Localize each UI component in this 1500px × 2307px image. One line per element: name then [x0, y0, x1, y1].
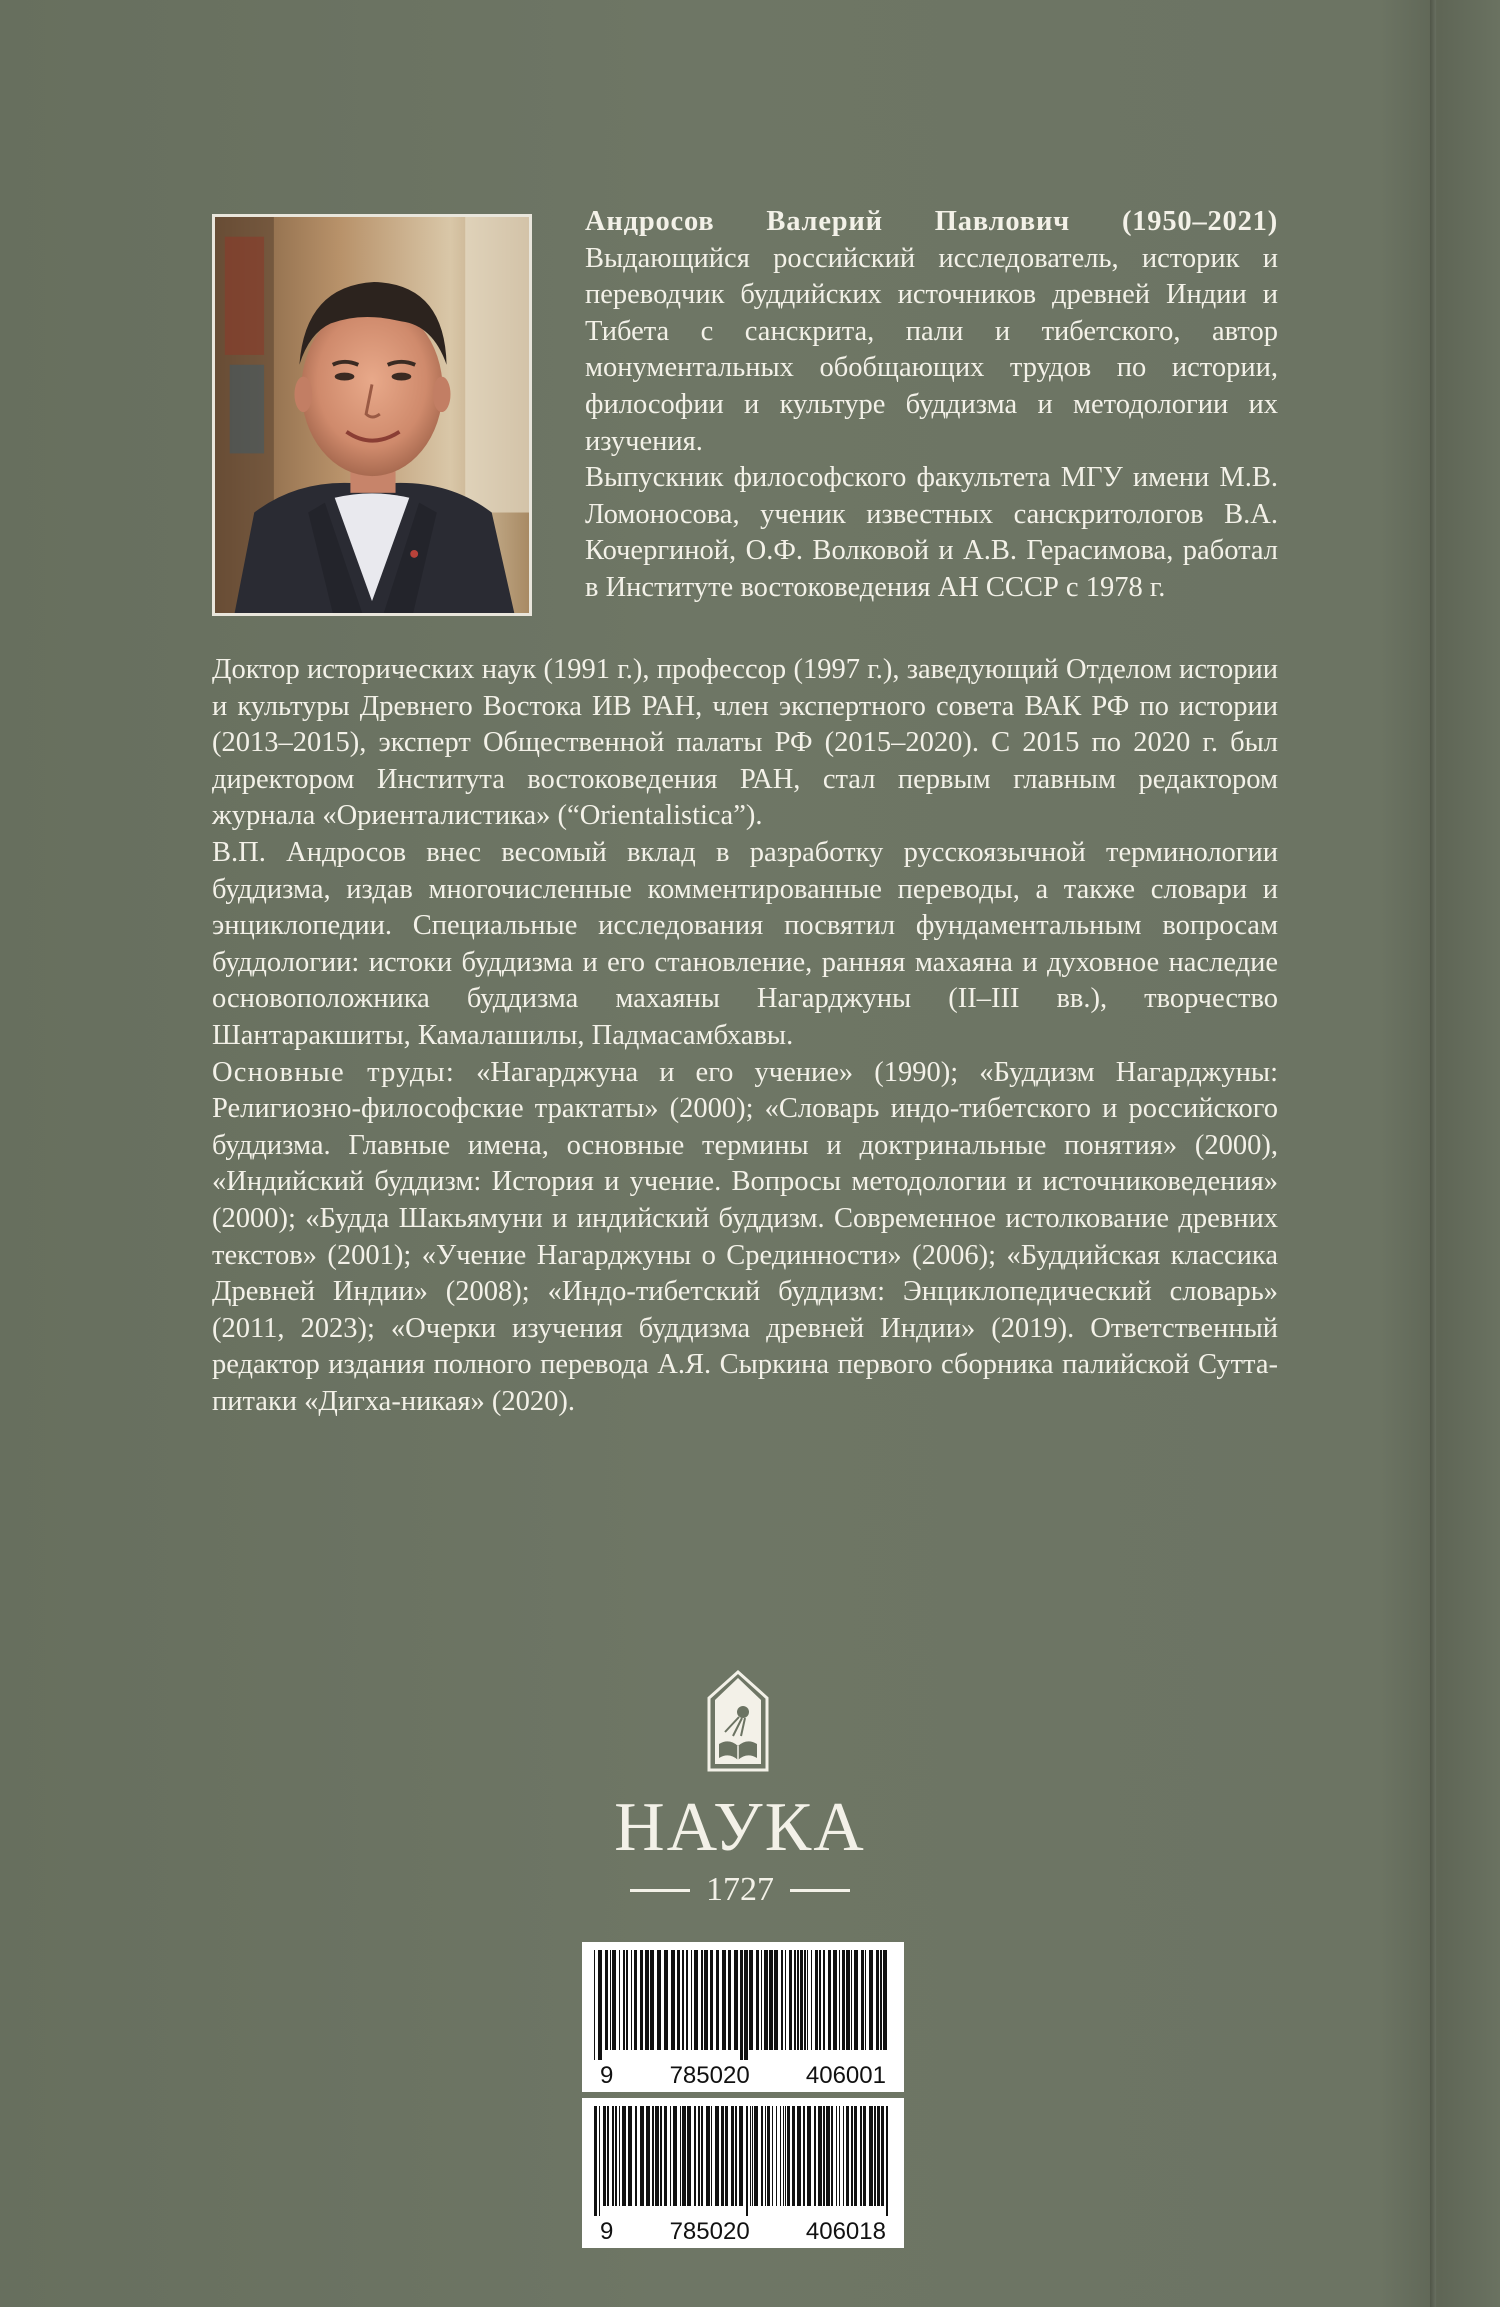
barcode-bar	[842, 1950, 845, 2050]
barcode-bar	[787, 2106, 790, 2206]
author-portrait-image	[215, 217, 529, 613]
barcode-bar	[877, 2106, 880, 2206]
barcode-bar	[701, 1950, 703, 2050]
barcode-bar	[704, 1950, 708, 2050]
barcode-bar	[843, 2106, 844, 2206]
barcode-bar	[677, 1950, 680, 2050]
barcode-bar	[851, 1950, 852, 2050]
barcode-bar	[860, 2106, 862, 2206]
barcode-bar	[761, 2106, 763, 2206]
barcode-bar	[803, 2106, 805, 2206]
barcode-bar	[682, 2106, 686, 2206]
barcode-bar	[826, 2106, 830, 2206]
barcode-bar	[819, 1950, 821, 2050]
barcode-bar	[615, 2106, 617, 2206]
barcode-bar	[794, 1950, 796, 2050]
barcode-bar	[797, 2106, 801, 2206]
barcode-bar	[594, 2106, 597, 2216]
barcode-bar	[645, 1950, 649, 2050]
barcode-bar	[861, 1950, 864, 2050]
barcode-bar	[880, 1950, 882, 2050]
barcode-bar	[785, 2106, 786, 2206]
divider	[630, 1889, 690, 1892]
publisher-name: НАУКА	[614, 1789, 866, 1866]
barcode-bar	[883, 1950, 887, 2050]
barcode-bar	[836, 2106, 837, 2206]
barcode-bar	[691, 1950, 692, 2050]
paragraph-text: «Нагарджуна и его учение» (1990); «Буддизм Нагарджуны: Религиозно-философские трактаты» (2000); «Словарь индо-тибетского и российского буддизма. Главные имена, основные термины и доктринальные понятия» (2000), «Индийский буддизм: История и учение. Вопросы методологии и источниковедения» (2000); «Будда Шакьямуни и индийский буддизм. Современное истолкование древних текстов» (2001); «Учение Нагарджуны о Срединности» (2006); «Буддийская классика Древней Индии» (2008); «Индо-тибетский буддизм: Энциклопедический словарь» (2011, 2023); «Очерки изучения буддизма древней Индии» (2019). Ответственный редактор издания полного перевода А.Я. Сыркина первого сборника палийской Сутта-питаки «Дигха-никая» (2020).	[212, 1056, 1278, 1417]
barcode-bar	[839, 1950, 840, 2050]
barcode-bar	[846, 2106, 849, 2206]
barcode-bar	[851, 2106, 853, 2206]
barcode-bar	[876, 1950, 879, 2050]
barcode-bar	[694, 1950, 698, 2050]
barcode-bar	[622, 2106, 626, 2206]
barcode-bar	[731, 2106, 734, 2206]
barcode-bar	[776, 2106, 777, 2206]
main-works-paragraph	[212, 1055, 1278, 1421]
barcode-bar	[686, 1950, 688, 2050]
barcode-bar	[631, 1950, 632, 2050]
barcode-bar	[792, 2106, 795, 2206]
barcode-bar	[670, 2106, 671, 2206]
barcode-bar	[652, 2106, 654, 2206]
barcode-bar	[839, 2106, 840, 2206]
barcode-bar	[619, 2106, 620, 2206]
barcode-bar	[619, 1950, 620, 2050]
barcode-digit-group: 785020	[669, 2218, 750, 2245]
divider	[790, 1889, 850, 1892]
barcode-bar	[664, 1950, 668, 2050]
barcode-digits	[592, 2216, 894, 2248]
barcode-bar	[715, 2106, 719, 2206]
barcode-bar	[881, 2106, 884, 2206]
barcode-bar	[734, 1950, 738, 2050]
barcode-bar	[800, 1950, 803, 2050]
barcode-bar	[774, 1950, 778, 2050]
barcode-bar	[785, 1950, 786, 2050]
barcode-digits	[592, 2060, 894, 2092]
barcode-bar	[781, 1950, 783, 2050]
barcode-bar	[869, 1950, 873, 2050]
barcode-bar	[828, 1950, 831, 2050]
barcode-bar	[815, 1950, 818, 2050]
barcode-bar	[863, 2106, 866, 2206]
barcode-bar	[706, 2106, 710, 2206]
barcode-bar	[728, 1950, 731, 2050]
barcode-bar	[640, 2106, 644, 2206]
barcode-bar	[721, 2106, 724, 2206]
barcode-bar	[612, 2106, 614, 2206]
intro-paragraph: Выпускник философского факультета МГУ имени М.В. Ломоносова, ученик известных санскритологов В.А. Кочергиной, О.Ф. Волковой и А.В. Герасимова, работал в Институте востоковедения АН СССР с 1978 г.	[585, 462, 1278, 603]
barcode-bar	[874, 2106, 876, 2206]
barcode-bar	[701, 2106, 703, 2206]
barcode-bar	[673, 2106, 677, 2206]
barcode-digit-group: 406018	[805, 2218, 886, 2245]
isbn-barcode	[582, 2098, 904, 2248]
barcode-bar	[749, 1950, 753, 2050]
barcode-bar	[599, 2106, 600, 2216]
barcode-bars	[592, 2106, 894, 2216]
barcode-bars	[592, 1950, 894, 2060]
barcode-bar	[814, 2106, 816, 2206]
barcode-bar	[823, 2106, 825, 2206]
barcode-bar	[610, 1950, 611, 2050]
intro-paragraph: Выдающийся российский исследователь, историк и переводчик буддийских источников древней Индии и Тибета с санскрита, пали и тибетского, автор монументальных обобщающих трудов по истории, философии и культуре буддизма и методологии их изучения.	[585, 242, 1278, 457]
barcode-bar	[634, 1950, 637, 2050]
barcode-bar	[598, 1950, 602, 2060]
barcode-bar	[657, 1950, 661, 2050]
barcode-bar	[772, 2106, 773, 2206]
barcode-digit-group: 9	[600, 2218, 614, 2245]
barcode-bar	[780, 2106, 781, 2206]
barcode-bar	[756, 1950, 759, 2050]
barcode-bar	[804, 1950, 806, 2050]
barcode-bar	[664, 2106, 667, 2206]
barcode-bar	[725, 2106, 728, 2206]
barcode-bar	[740, 1950, 743, 2060]
barcode-bar	[739, 2106, 743, 2206]
barcode-bar	[818, 2106, 822, 2206]
barcode-bar	[783, 2106, 784, 2206]
barcode-bar	[682, 1950, 684, 2050]
barcode-bar	[635, 2106, 637, 2206]
sputnik-book-logo-icon	[707, 1670, 769, 1772]
biography-paragraph	[212, 652, 1278, 835]
barcode-bar	[807, 2106, 811, 2206]
barcode-bar	[833, 1950, 837, 2050]
barcode-bar	[764, 1950, 768, 2050]
barcode-bar	[680, 2106, 681, 2206]
barcode-bar	[789, 1950, 792, 2050]
publisher-year: 1727	[706, 1871, 774, 1908]
barcode-bar	[650, 1950, 654, 2050]
barcode-bar	[854, 1950, 858, 2050]
barcode-bar	[811, 1950, 812, 2050]
barcode-bar	[698, 2106, 700, 2206]
barcode-bar	[660, 2106, 662, 2206]
barcode-bar	[687, 2106, 691, 2206]
barcode-bar	[846, 1950, 850, 2050]
barcode-digit-group: 9	[600, 2062, 614, 2089]
barcode-bar	[711, 2106, 712, 2206]
barcode-bar	[750, 2106, 751, 2206]
barcode-bar	[694, 2106, 696, 2206]
barcode-bar	[646, 2106, 650, 2206]
barcode-bar	[655, 2106, 659, 2206]
author-name: Андросов Валерий Павлович (1950–2021)	[585, 206, 1278, 237]
barcode-bar	[767, 2106, 770, 2206]
barcode-bar	[761, 1950, 762, 2050]
barcode-bar	[710, 1950, 713, 2050]
barcode-bar	[603, 2106, 606, 2206]
isbn-barcode	[582, 1942, 904, 2092]
barcode-bar	[769, 1950, 773, 2050]
barcode-bar	[623, 1950, 625, 2050]
spine-edge	[1430, 0, 1436, 2307]
barcode-bar	[869, 2106, 873, 2206]
barcode-bar	[607, 2106, 609, 2206]
barcode-bar	[671, 1950, 675, 2050]
barcode-bar	[807, 1950, 808, 2050]
barcode-bar	[831, 2106, 833, 2206]
publisher-year-line	[620, 1870, 860, 1910]
barcode-bar	[823, 1950, 825, 2050]
barcode-bar	[744, 1950, 748, 2060]
barcode-bar	[716, 1950, 719, 2050]
barcode-bar	[594, 1950, 595, 2060]
barcode-bar	[752, 2106, 753, 2206]
barcode-digit-group: 785020	[669, 2062, 750, 2089]
barcode-bar	[640, 1950, 643, 2050]
paragraph-text: В.П. Андросов внес весомый вклад в разработку русскоязычной терминологии буддизма, издав многочисленные комментированные переводы, а также словари и энциклопедии. Специальные исследования посвятил фундаментальным вопросам буддологии: истоки буддизма и его становление, ранняя махаяна и духовное наследие основоположника буддизма махаяны Нагарджуны (II–III вв.), творчество Шантаракшиты, Камалашилы, Падмасамбхавы.	[212, 836, 1278, 1051]
biography-paragraph	[212, 835, 1278, 1055]
author-intro	[585, 204, 1278, 607]
barcode-bar	[626, 1950, 628, 2050]
barcode-bar	[605, 1950, 608, 2050]
barcode-bar	[754, 2106, 758, 2206]
paragraph-text: Доктор исторических наук (1991 г.), профессор (1997 г.), заведующий Отделом истории и культуры Древнего Востока ИВ РАН, член экспертного совета ВАК РФ по истории (2013–2015), эксперт Общественной палаты РФ (2015–2020). С 2015 по 2020 г. был директором Института востоковедения РАН, стал первым главным редактором журнала «Ориенталистика» (“Orientalistica”).	[212, 654, 1278, 832]
barcode-bar	[735, 2106, 737, 2206]
barcode-bar	[854, 2106, 857, 2206]
barcode-bar	[886, 2106, 888, 2216]
barcode-digit-group: 406001	[805, 2062, 886, 2089]
author-biography	[212, 652, 1278, 1420]
barcode-bar	[628, 2106, 632, 2206]
barcode-bar	[722, 1950, 726, 2050]
barcode-bar	[865, 1950, 866, 2050]
barcode-bar	[765, 2106, 766, 2206]
paragraph-lead: Основные труды:	[212, 1056, 456, 1088]
barcode-bar	[797, 1950, 799, 2050]
barcode-bar	[612, 1950, 616, 2050]
author-photo	[212, 214, 532, 616]
barcode-bar	[746, 2106, 748, 2216]
